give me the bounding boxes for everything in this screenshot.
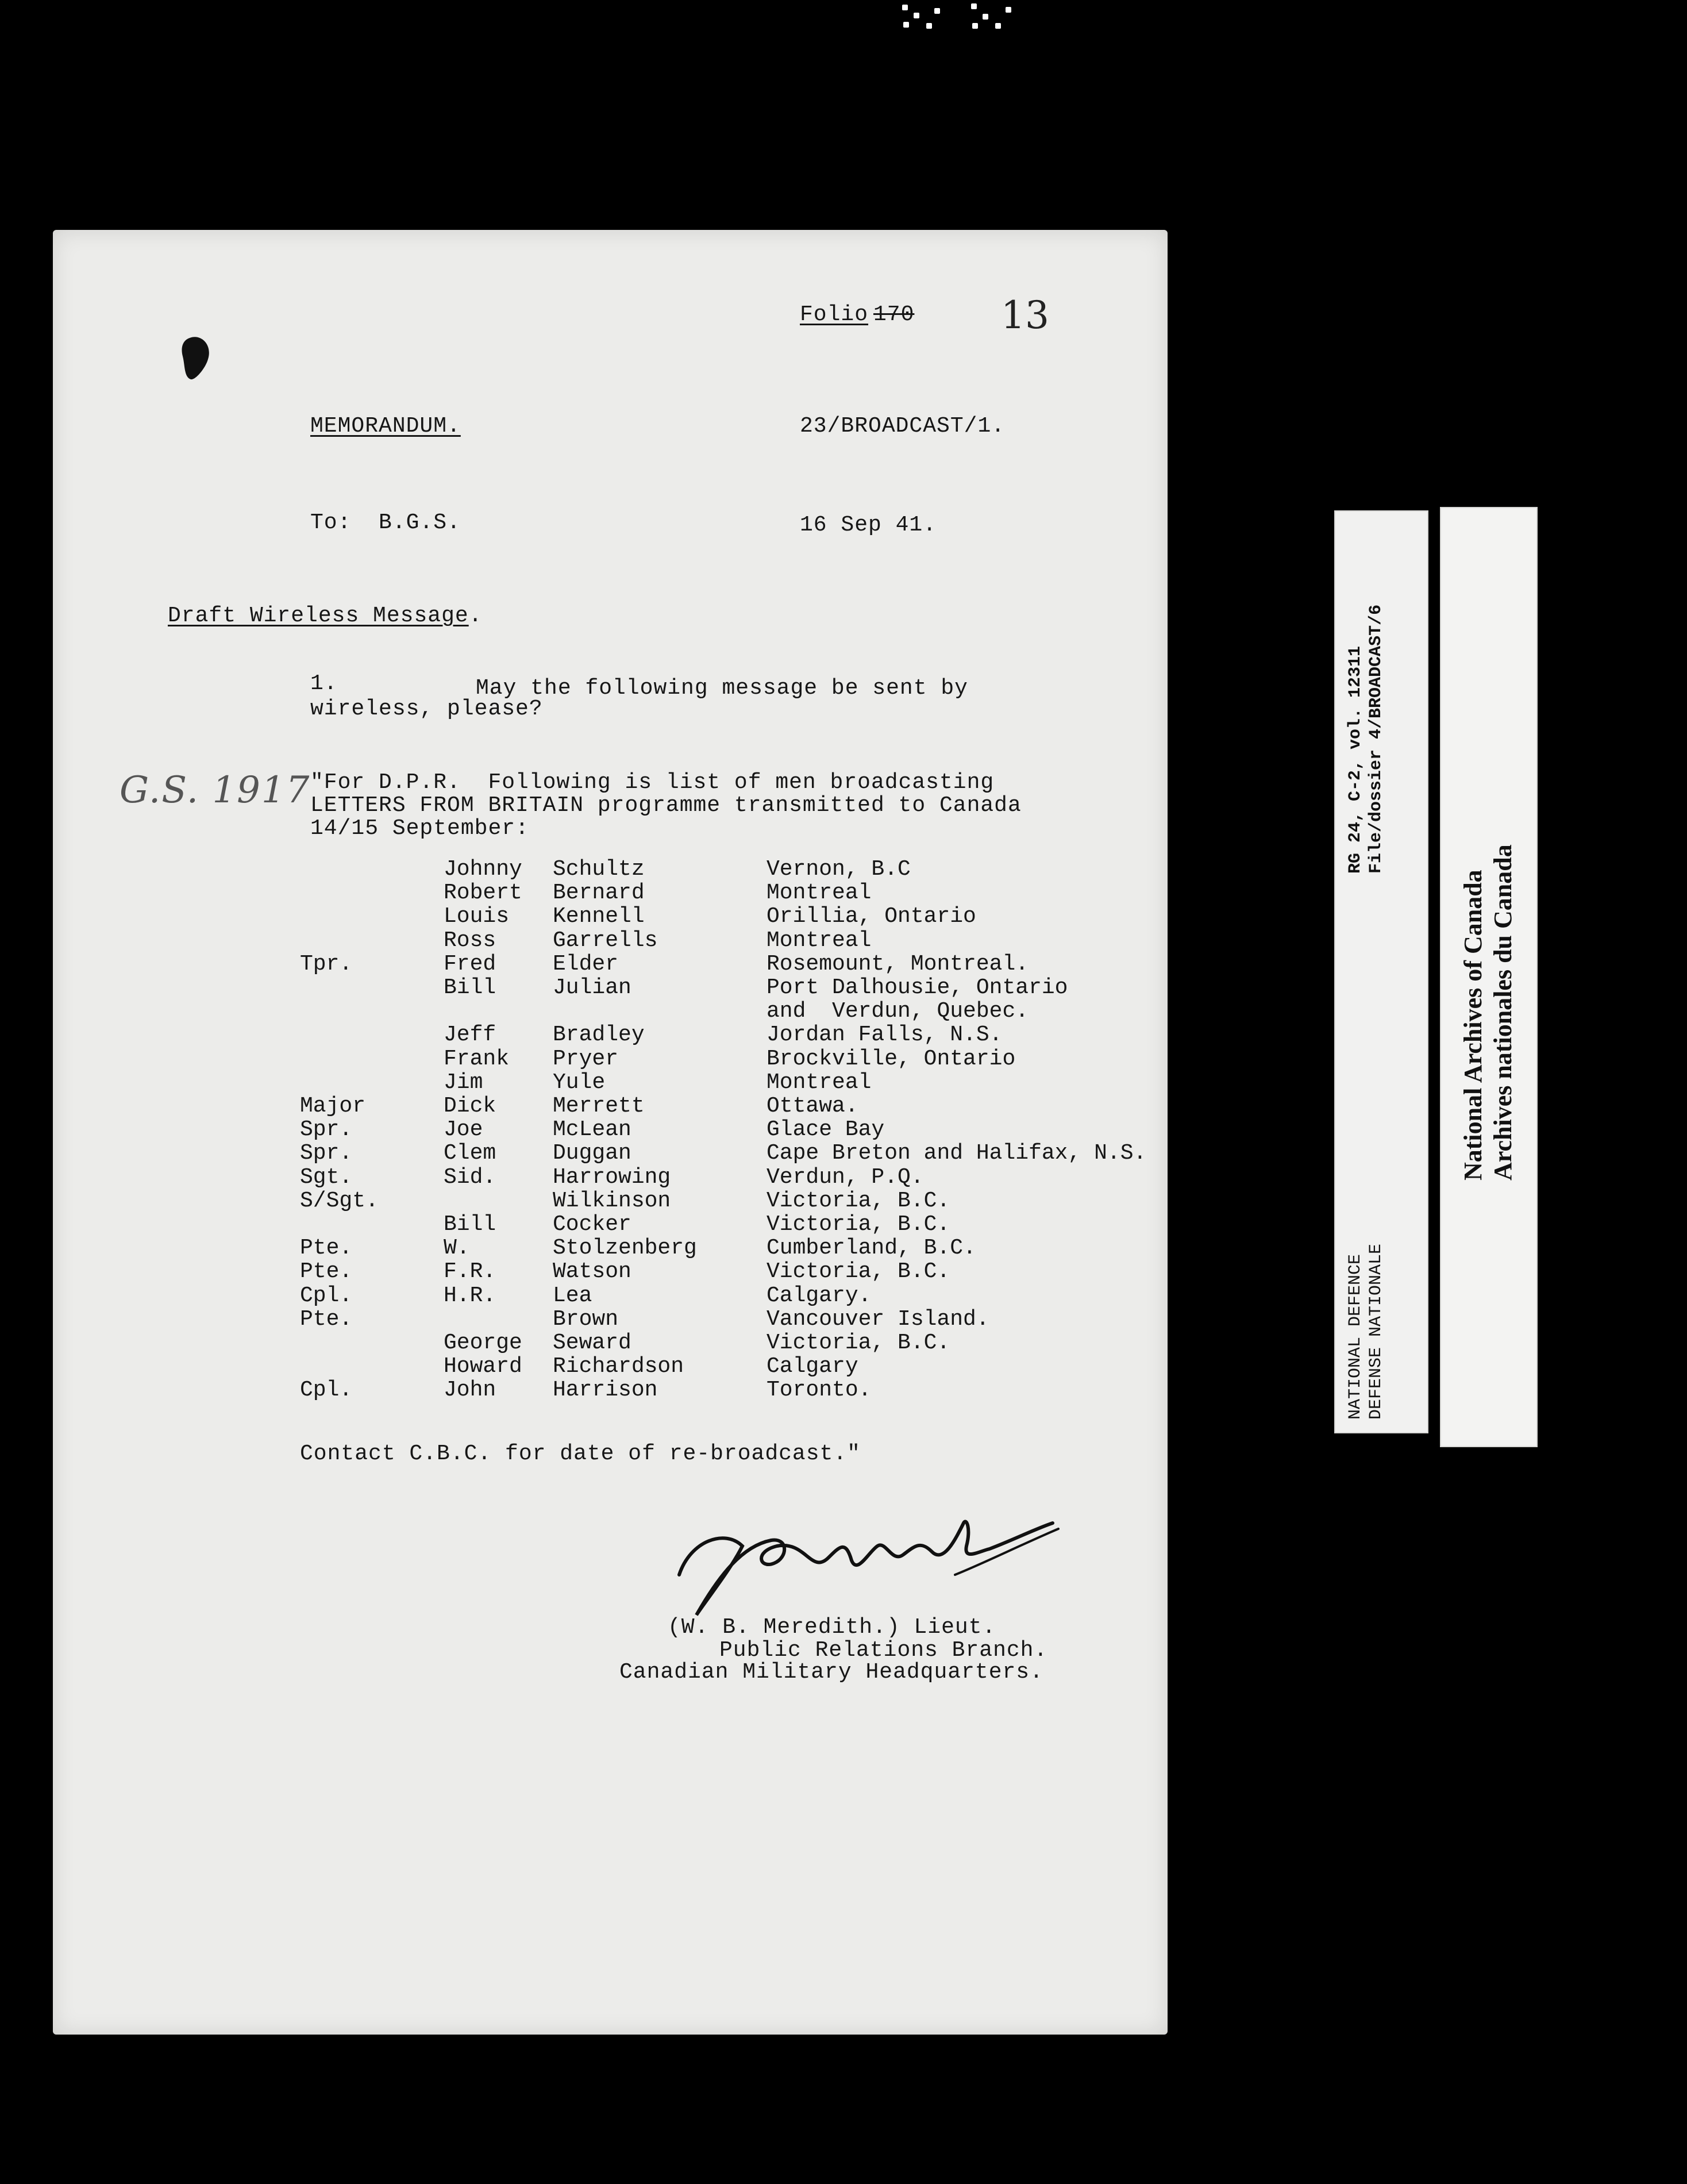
archive-ref-1: RG 24, C-2, vol. 12311: [1346, 645, 1365, 874]
signature-branch: Public Relations Branch.: [719, 1638, 1048, 1663]
roster-last: Watson: [553, 1259, 631, 1285]
roster-first: F.R.: [444, 1259, 496, 1285]
memo-reference: 23/BROADCAST/1.: [800, 414, 1006, 439]
roster-last: Schultz: [553, 857, 645, 882]
roster-first: H.R.: [444, 1283, 496, 1308]
roster-first: Bill: [444, 1212, 496, 1237]
roster-first: Dick: [444, 1094, 496, 1118]
ink-blot-icon: [178, 333, 218, 385]
folio-label: Folio: [800, 302, 869, 327]
roster-first: Clem: [444, 1141, 496, 1166]
roster-place: and Verdun, Quebec.: [767, 999, 1029, 1024]
roster-last: Yule: [553, 1070, 606, 1095]
archives-fr: Archives nationales du Canada: [1489, 844, 1517, 1181]
roster-place: Montreal: [767, 928, 872, 953]
roster-rank: Cpl.: [300, 1378, 353, 1403]
roster-place: Glace Bay: [767, 1117, 885, 1143]
roster-place: Jordan Falls, N.S.: [767, 1022, 1003, 1048]
roster-place: Ottawa.: [767, 1094, 858, 1118]
roster-last: Elder: [553, 951, 619, 976]
roster-last: Pryer: [553, 1046, 619, 1071]
roster-first: John: [444, 1378, 496, 1403]
memo-subject: Draft Wireless Message.: [168, 603, 483, 628]
roster-rank: Spr.: [300, 1141, 353, 1166]
memo-to-line: To: B.G.S.: [310, 510, 461, 535]
roster-place: Victoria, B.C.: [767, 1259, 950, 1285]
roster-place: Verdun, P.Q.: [767, 1164, 924, 1190]
roster-rank: Spr.: [300, 1117, 353, 1143]
roster-first: Sid.: [444, 1164, 496, 1190]
roster-rank: Pte.: [300, 1259, 353, 1285]
roster-first: Johnny: [444, 857, 522, 882]
closing-line: Contact C.B.C. for date of re-broadcast.": [300, 1441, 861, 1466]
roster-place: Calgary.: [767, 1283, 872, 1308]
roster-rank: Tpr.: [300, 951, 353, 976]
roster-place: Cape Breton and Halifax, N.S.: [767, 1141, 1147, 1166]
archives-en: National Archives of Canada: [1459, 870, 1487, 1181]
roster-last: Kennell: [553, 904, 645, 929]
roster-first: Jeff: [444, 1022, 496, 1048]
memo-heading: MEMORANDUM.: [310, 414, 461, 439]
roster-last: McLean: [553, 1117, 631, 1143]
roster-last: Duggan: [553, 1141, 631, 1166]
roster-place: Victoria, B.C.: [767, 1188, 950, 1213]
roster-last: Richardson: [553, 1354, 684, 1379]
roster-last: Seward: [553, 1331, 631, 1355]
scan-marks: [896, 0, 1023, 34]
roster-last: Harrowing: [553, 1164, 671, 1190]
roster-rank: Major: [300, 1094, 366, 1118]
roster-place: Vancouver Island.: [767, 1306, 989, 1332]
roster-rank: Sgt.: [300, 1164, 353, 1190]
archive-reference-label: [1334, 510, 1428, 1433]
roster-place: Brockville, Ontario: [767, 1046, 1016, 1071]
paragraph-line-1: May the following message be sent by: [476, 676, 968, 701]
roster-first: Robert: [444, 880, 522, 906]
roster-first: Joe: [444, 1117, 483, 1143]
roster-first: Jim: [444, 1070, 483, 1095]
memo-date: 16 Sep 41.: [800, 513, 937, 537]
signature-hq: Canadian Military Headquarters.: [619, 1660, 1043, 1685]
roster-place: Calgary: [767, 1354, 858, 1379]
roster-last: Julian: [553, 975, 631, 1000]
roster-first: Louis: [444, 904, 510, 929]
roster-place: Cumberland, B.C.: [767, 1236, 976, 1261]
roster-last: Stolzenberg: [553, 1236, 697, 1261]
roster-last: Harrison: [553, 1378, 658, 1403]
roster-first: Ross: [444, 928, 496, 953]
roster-rank: S/Sgt.: [300, 1188, 379, 1213]
message-line-1: "For D.P.R. Following is list of men broadcasting: [310, 770, 995, 795]
roster-place: Victoria, B.C.: [767, 1331, 950, 1355]
roster-first: Bill: [444, 975, 496, 1000]
roster-first: Frank: [444, 1046, 510, 1071]
paragraph-number: 1.: [310, 671, 338, 696]
roster-place: Victoria, B.C.: [767, 1212, 950, 1237]
roster-last: Wilkinson: [553, 1188, 671, 1213]
roster-place: Rosemount, Montreal.: [767, 951, 1029, 976]
folio-struck-number: 170: [873, 302, 915, 327]
roster-last: Bradley: [553, 1022, 645, 1048]
roster-rank: Pte.: [300, 1306, 353, 1332]
roster-last: Bernard: [553, 880, 645, 906]
folio-handwritten-number: 13: [1001, 293, 1049, 337]
roster-first: Howard: [444, 1354, 522, 1379]
roster-first: George: [444, 1331, 522, 1355]
roster-place: Montreal: [767, 880, 872, 906]
roster-place: Orillia, Ontario: [767, 904, 976, 929]
roster-last: Cocker: [553, 1212, 631, 1237]
subject-text: Draft Wireless Message: [168, 603, 469, 628]
roster-place: Vernon, B.C: [767, 857, 911, 882]
signature-scribble: [656, 1506, 1070, 1621]
archive-name-label: [1440, 507, 1538, 1447]
roster-rank: Pte.: [300, 1236, 353, 1261]
margin-note: G.S. 1917: [120, 769, 311, 812]
paragraph-line-2: wireless, please?: [310, 697, 543, 721]
roster-last: Brown: [553, 1306, 619, 1332]
roster-first: Fred: [444, 951, 496, 976]
dept-fr: DEFENSE NATIONALE: [1366, 1243, 1386, 1420]
roster-last: Merrett: [553, 1094, 645, 1118]
roster-last: Lea: [553, 1283, 592, 1308]
message-line-2: LETTERS FROM BRITAIN programme transmitted to Canada: [310, 793, 1022, 818]
memo-page: [53, 230, 1168, 2035]
archive-ref-2: File/dossier 4/BROADCAST/6: [1366, 604, 1386, 874]
roster-place: Port Dalhousie, Ontario: [767, 975, 1068, 1000]
roster-rank: Cpl.: [300, 1283, 353, 1308]
message-line-3: 14/15 September:: [310, 816, 529, 841]
roster-last: Garrells: [553, 928, 658, 953]
dept-en: NATIONAL DEFENCE: [1346, 1254, 1365, 1420]
roster-first: W.: [444, 1236, 470, 1261]
roster-place: Toronto.: [767, 1378, 872, 1403]
roster-place: Montreal: [767, 1070, 872, 1095]
signature-name-line: (W. B. Meredith.) Lieut.: [668, 1615, 996, 1640]
